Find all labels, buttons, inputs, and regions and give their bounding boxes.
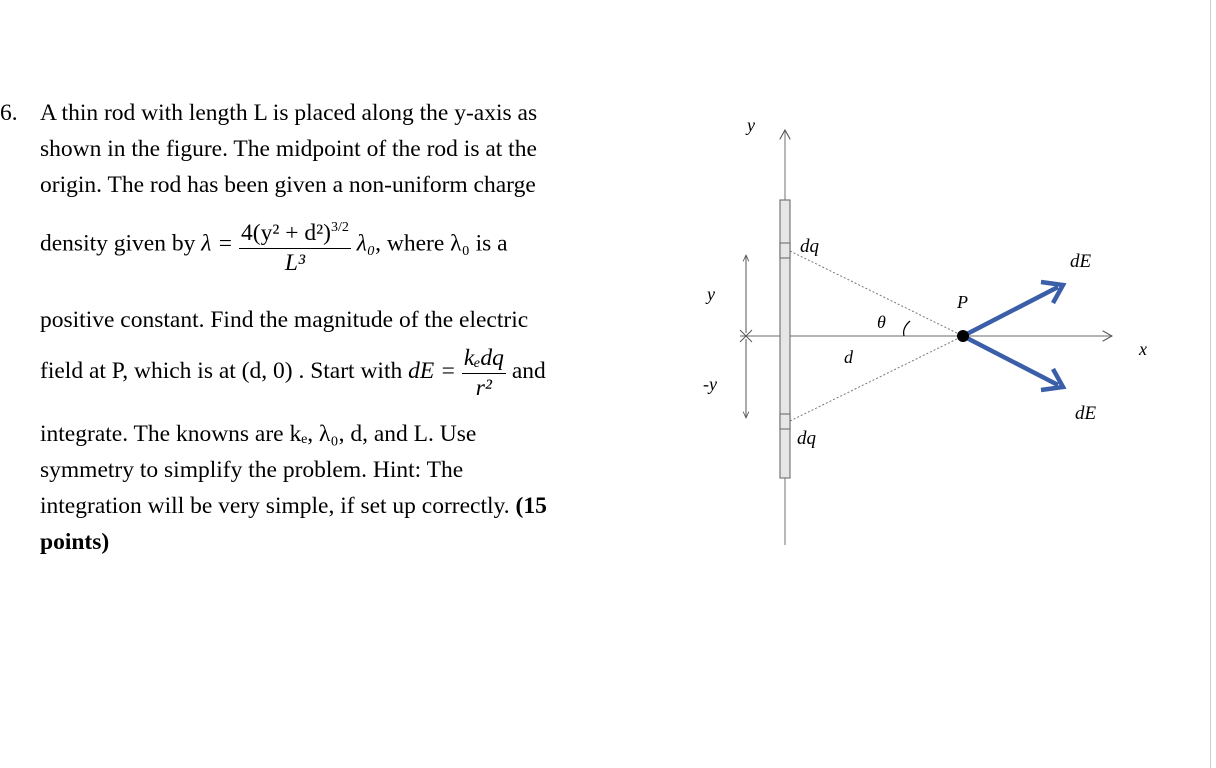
problem-line-1: A thin rod with length L is placed along the y-axis as (40, 100, 538, 126)
problem-line-5: positive constant. Find the magnitude of the electric (40, 307, 529, 333)
points-close: points) (40, 529, 110, 555)
de-lhs: dE = (408, 357, 456, 384)
points-open: (15 (515, 493, 547, 519)
problem-line-2: shown in the figure. The midpoint of the rod is at the (40, 136, 537, 162)
problem-line-3: origin. The rod has been given a non-uniform charge (40, 172, 536, 198)
x-axis-label: x (1139, 339, 1147, 359)
dim-minus-y-label: -y (703, 374, 717, 394)
lambda-zero: λ₀ (356, 230, 376, 257)
de-top-label: dE (1070, 251, 1092, 272)
r-line-bottom (790, 336, 963, 421)
density-text: density given by (40, 230, 196, 257)
density-formula-denominator: L³ (284, 249, 306, 276)
dq-element-bottom (780, 414, 790, 429)
problem-line-9-text: integration will be very simple, if set up correctly. (40, 493, 510, 519)
lambda-symbol: λ = (201, 230, 234, 257)
de-vector-top (963, 287, 1058, 336)
dq-element-top (780, 243, 790, 258)
density-formula-exponent: 3/2 (331, 220, 349, 235)
theta-arc (904, 321, 910, 336)
problem-line-8: symmetry to simplify the problem. Hint: The (40, 457, 464, 483)
y-axis-label: y (747, 115, 755, 135)
point-p-label: P (957, 292, 968, 312)
dq-bottom-label: dq (797, 428, 816, 449)
point-p (957, 330, 969, 342)
dq-top-label: dq (800, 236, 819, 257)
dim-plus-y-label: y (707, 284, 715, 304)
de-vector-bottom (963, 336, 1058, 385)
problem-number: 6. (0, 100, 18, 126)
de-bottom-label: dE (1075, 403, 1097, 424)
de-denominator: r² (475, 375, 492, 401)
problem-line-7: integrate. The knowns are kₑ, λ₀, d, and L. Use (40, 421, 477, 447)
density-tail: , where λ₀ is a (375, 230, 508, 257)
density-formula-numerator: 4(y² + d²) (241, 219, 332, 246)
de-tail: and (511, 357, 546, 384)
theta-label: θ (877, 312, 886, 332)
de-numerator: kₑdq (462, 343, 506, 374)
field-text: field at P, which is at (d, 0) . Start with (40, 357, 403, 384)
rod (780, 200, 790, 478)
d-label: d (844, 347, 853, 367)
